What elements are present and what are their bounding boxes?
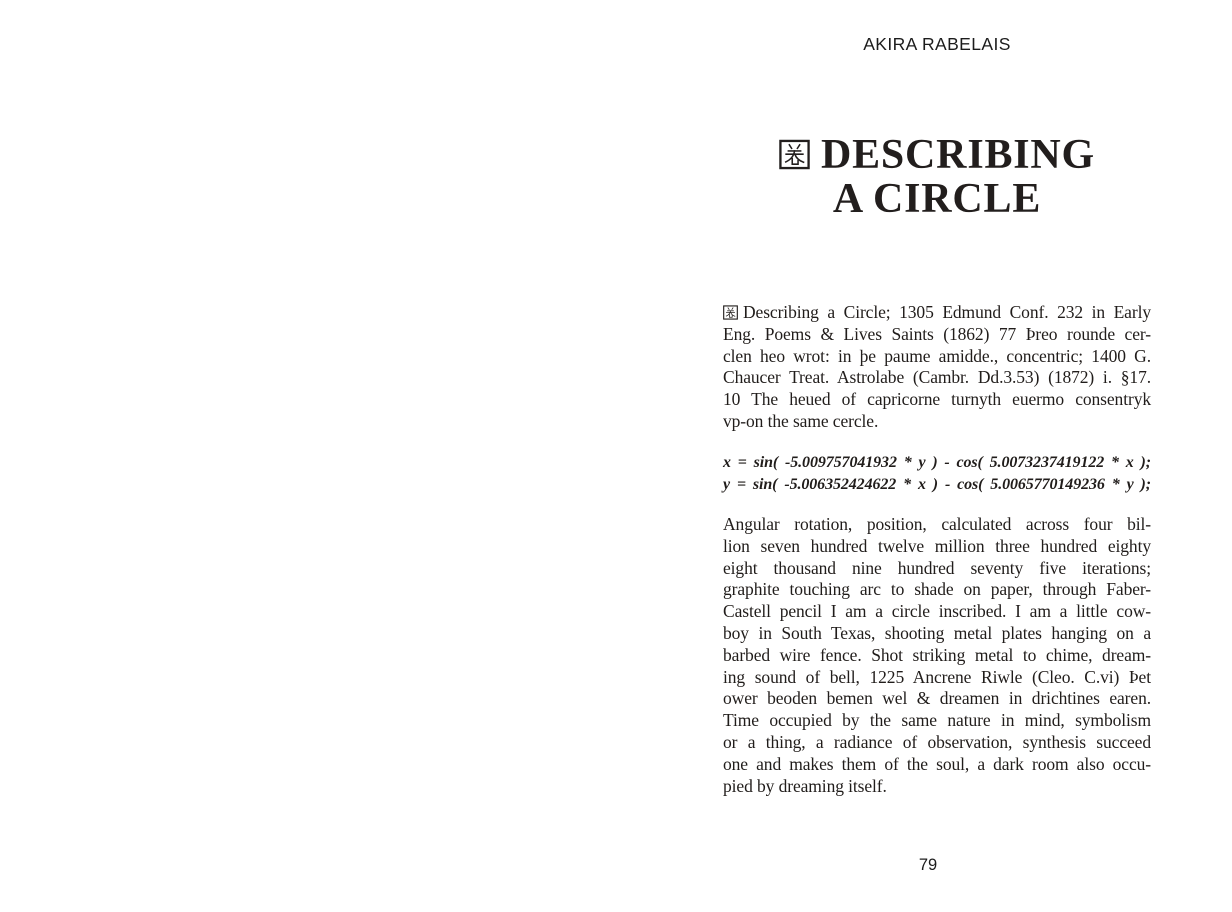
body-line: ower beoden bemen wel & dreamen in drichtines earen. <box>723 688 1151 709</box>
quan-circle-glyph-icon <box>779 139 810 170</box>
text-column <box>723 0 1151 912</box>
body-line: one and makes them of the soul, a dark room also occu- <box>723 753 1151 774</box>
page-title-line-2 <box>723 177 1151 221</box>
body-line: Castell pencil I am a circle inscribed. I am a little cow- <box>723 601 1151 622</box>
page-number: 79 <box>918 856 938 874</box>
body-line: boy in South Texas, shooting metal plates hanging on a <box>723 622 1151 643</box>
page-title <box>723 133 1151 221</box>
formula-paragraph <box>723 452 1151 496</box>
page-title-text-2: A CIRCLE <box>832 176 1042 222</box>
definition-line-text: Describing a Circle; 1305 Edmund Conf. 232 in Early <box>743 302 1151 322</box>
body-line: barbed wire fence. Shot striking metal to chime, dream- <box>723 644 1151 665</box>
body-paragraph <box>723 514 1151 797</box>
formula-line: x = sin( -5.009757041932 * y ) - cos( 5.0073237419122 * x ); <box>723 454 1151 471</box>
definition-line: Chaucer Treat. Astrolabe (Cambr. Dd.3.53) (1872) i. §17. <box>723 367 1151 388</box>
body-line: graphite touching arc to shade on paper, through Faber- <box>723 579 1151 600</box>
body-line: or a thing, a radiance of observation, synthesis succeed <box>723 731 1151 752</box>
page-title-text-1: DESCRIBING <box>820 132 1096 178</box>
running-header: AKIRA RABELAIS <box>863 34 1011 54</box>
definition-line: vp-on the same cercle. <box>723 410 879 431</box>
formula-line: y = sin( -5.006352424622 * x ) - cos( 5.0065770149236 * y ); <box>723 476 1151 493</box>
definition-line: 10 The heued of capricorne turnyth euermo consentryk <box>723 389 1151 410</box>
body-line: lion seven hundred twelve million three hundred eighty <box>723 535 1151 556</box>
body-line: Time occupied by the same nature in mind, symbolism <box>723 710 1151 731</box>
body-line: ing sound of bell, 1225 Ancrene Riwle (Cleo. C.vi) Þet <box>723 666 1151 687</box>
page-title-line-1 <box>723 133 1151 177</box>
body-line: pied by dreaming itself. <box>723 775 887 796</box>
body-line: eight thousand nine hundred seventy five iterations; <box>723 557 1151 578</box>
body-line: Angular rotation, position, calculated across four bil- <box>723 514 1151 534</box>
definition-line <box>723 302 1151 324</box>
definition-paragraph <box>723 302 1151 433</box>
quan-circle-glyph-icon <box>723 305 738 320</box>
definition-line: clen heo wrot: in þe paume amidde., concentric; 1400 G. <box>723 345 1151 366</box>
definition-line: Eng. Poems & Lives Saints (1862) 77 Þreo rounde cer- <box>723 323 1151 344</box>
